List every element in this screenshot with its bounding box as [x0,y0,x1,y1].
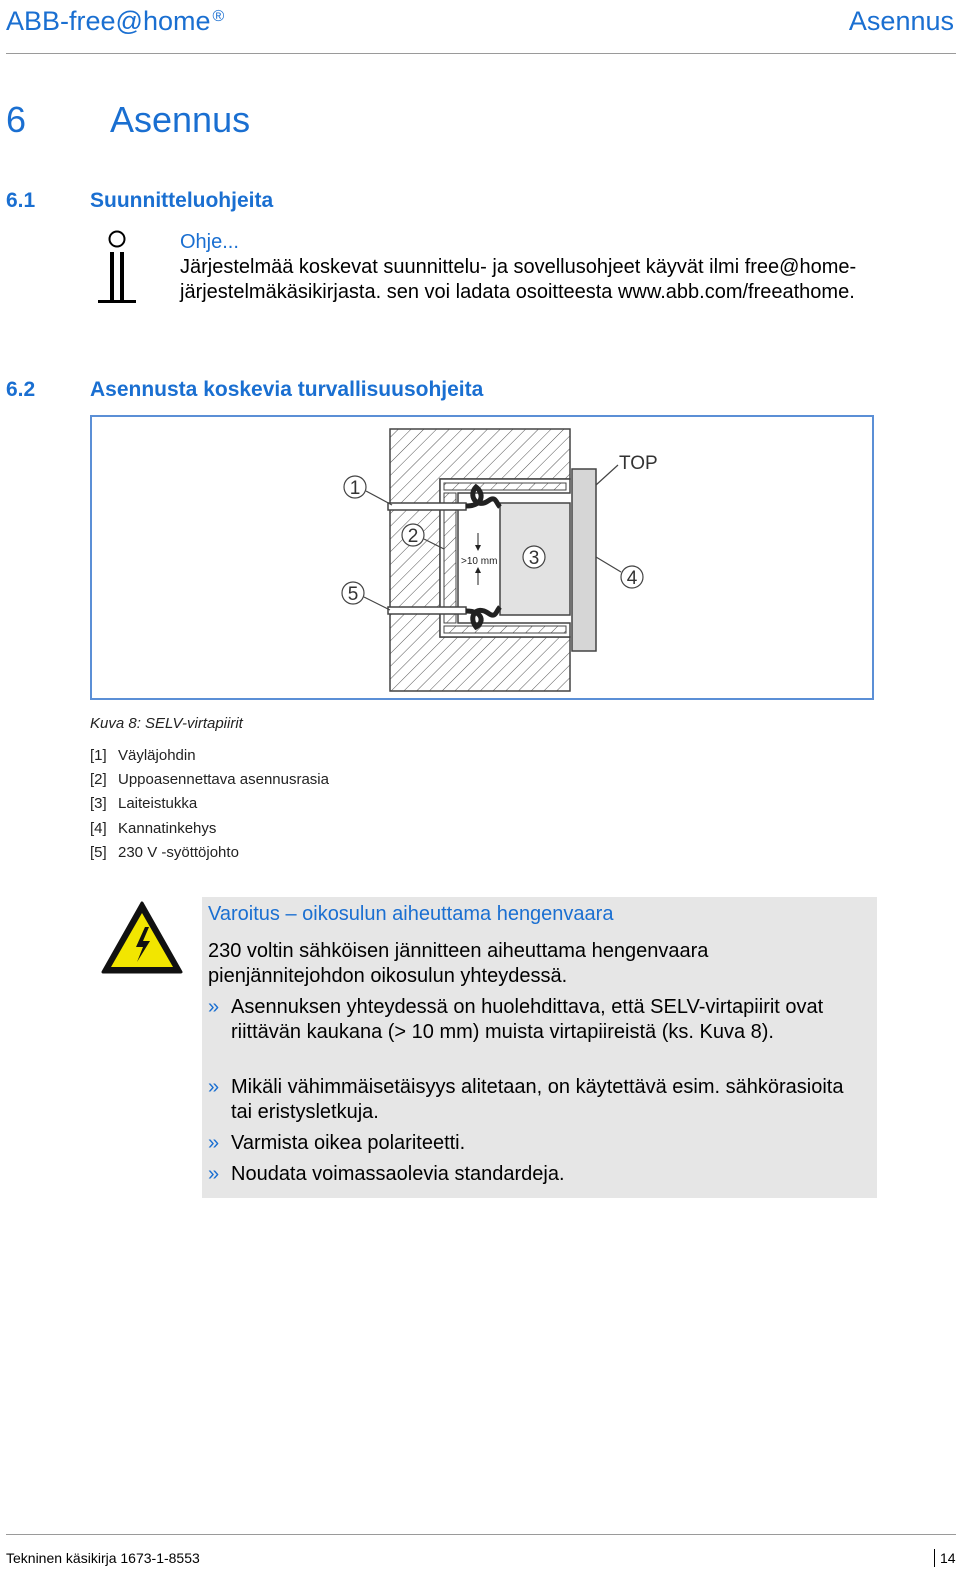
legend-item [90,841,329,865]
warning-bullet [208,995,868,1045]
callout-3-label: 3 [528,548,540,569]
bus-cable [388,503,466,510]
supply-cable [388,607,466,614]
section-6-1-number: 6.1 [6,189,36,212]
top-leader [596,465,618,485]
callout-1-leader [366,491,392,505]
callout-5-leader [364,597,390,610]
section-6-2-title: Asennusta koskevia turvallisuusohjeita [90,378,484,401]
figure-selv-circuits [90,415,874,700]
support-frame [572,469,596,651]
bullet-mark: » [208,1076,220,1098]
bullet-text: Mikäli vähimmäisetäisyys alitetaan, on käytettävä esim. sähkörasioita tai eristysletkuja. [231,1076,844,1123]
legend-item [90,744,329,768]
note-label: Ohje... [180,231,239,253]
bullet-mark: » [208,1132,220,1154]
box-top-wall [444,483,566,490]
section-6-1-title: Suunnitteluohjeita [90,189,274,212]
distance-arrowhead-lower [475,567,481,573]
high-voltage-warning-icon [100,900,184,976]
legend-text: 230 V -syöttöjohto [118,843,239,861]
callout-4-leader [596,557,621,572]
figure-caption: Kuva 8: SELV-virtapiirit [90,715,243,732]
box-bottom-wall [444,626,566,633]
legend-item [90,817,329,841]
section-6-2-number: 6.2 [6,378,36,401]
installation-diagram [92,417,872,698]
bullet-text: Noudata voimassaolevia standardeja. [231,1163,565,1185]
header-section-name: Asennus [848,6,954,36]
bullet-text: Asennuksen yhteydessä on huolehdittava, että SELV-virtapiirit ovat riittävän kaukana (> 10 mm) muista virtapiireistä (ks. Kuva 8). [231,996,824,1043]
bullet-mark: » [208,996,220,1018]
legend-text: Väyläjohdin [118,747,196,764]
warning-text: 230 voltin sähköisen jännitteen aiheuttama hengenvaara pienjännitejohdon oikosulun yhteydessä. [208,940,709,987]
legend-text: Laiteistukka [118,795,198,813]
page-number: 14 [940,1550,956,1566]
callout-2-label: 2 [407,526,419,547]
bullet-mark: » [208,1163,220,1185]
note-text: Järjestelmää koskevat suunnittelu- ja sovellusohjeet käyvät ilmi free@home-järjestelmäkäsikirjasta. sen voi ladata osoitteesta www.abb.com/freeathome. [180,256,857,303]
chapter-title: Asennus [110,99,251,140]
header-product-name [6,4,224,38]
warning-bullet [208,1131,868,1156]
info-icon [92,228,142,304]
distance-label: >10 mm [461,556,498,567]
legend-text: Uppoasennettava asennusrasia [118,771,329,789]
figure-legend [90,744,329,865]
callout-1-label: 1 [349,478,361,499]
legend-number: [4] [90,819,107,837]
legend-number: [3] [90,795,107,813]
footer-divider [6,1534,956,1535]
distance-arrowhead-upper [475,545,481,551]
bullet-text: Varmista oikea polariteetti. [231,1132,466,1154]
footer-document-title: Tekninen käsikirja 1673-1-8553 [6,1550,200,1566]
legend-number: [2] [90,771,107,789]
warning-bullet [208,1075,868,1125]
header-divider [6,53,956,54]
legend-text: Kannatinkehys [118,819,217,837]
legend-number: [5] [90,843,107,861]
top-label: TOP [619,453,658,474]
box-back-wall [444,493,456,623]
callout-5-label: 5 [347,584,359,605]
warning-bullet [208,1162,868,1187]
footer-page-separator [934,1549,935,1567]
registered-mark: ® [212,8,225,25]
legend-number: [1] [90,747,107,764]
chapter-number: 6 [6,99,27,140]
header-product: ABB-free@home [6,6,211,36]
legend-item [90,768,329,792]
warning-title: Varoitus – oikosulun aiheuttama hengenvaara [208,903,614,925]
callout-4-label: 4 [626,568,638,589]
legend-item [90,792,329,816]
